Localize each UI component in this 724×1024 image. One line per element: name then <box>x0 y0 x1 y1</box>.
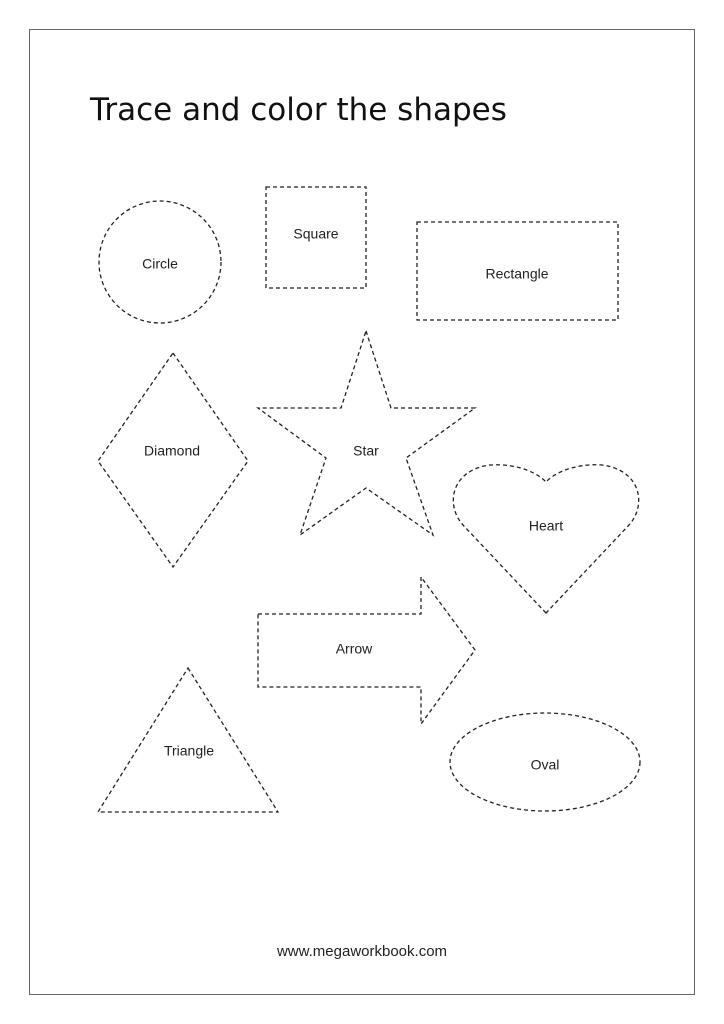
diamond-label: Diamond <box>143 442 201 459</box>
arrow-label: Arrow <box>335 640 373 657</box>
rectangle-shape <box>417 222 618 320</box>
website-footer: www.megaworkbook.com <box>276 943 448 960</box>
star-outline <box>258 331 475 535</box>
triangle-outline <box>98 668 278 812</box>
diamond-outline <box>98 353 248 567</box>
square-shape <box>266 187 366 288</box>
triangle-shape <box>98 668 278 812</box>
square-label: Square <box>293 225 339 242</box>
arrow-shape <box>258 577 475 724</box>
oval-shape <box>450 713 640 811</box>
star-shape <box>258 331 475 535</box>
diamond-shape <box>98 353 248 567</box>
star-label: Star <box>353 442 379 459</box>
heart-label: Heart <box>528 517 564 534</box>
rectangle-label: Rectangle <box>485 265 549 282</box>
oval-label: Oval <box>530 756 560 773</box>
heart-shape <box>453 465 638 613</box>
circle-label: Circle <box>142 255 178 272</box>
triangle-label: Triangle <box>163 742 215 759</box>
heart-outline <box>453 465 638 613</box>
page-title: Trace and color the shapes <box>90 92 507 128</box>
circle-shape <box>99 201 221 323</box>
